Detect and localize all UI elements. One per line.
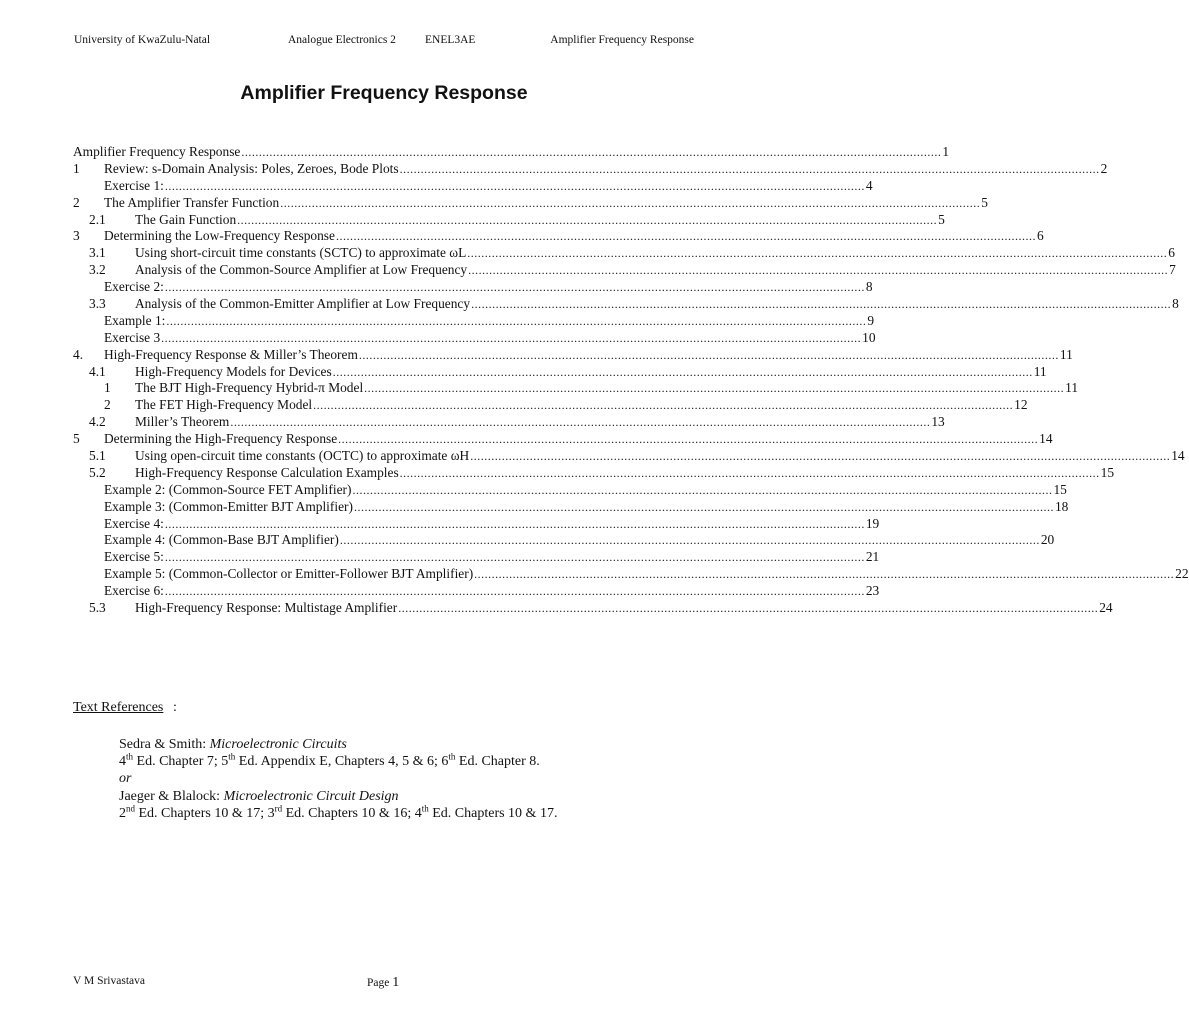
edition-suffix: th [448, 751, 456, 762]
toc-entry-label: High-Frequency Response Calculation Examples [135, 464, 399, 480]
reference-or [119, 770, 557, 787]
toc-entry-number: 3.2 [89, 262, 106, 278]
edition-text: Ed. Chapters 10 & 17. [428, 805, 558, 821]
page-header [74, 34, 694, 50]
toc-entry-label: Exercise 1: [104, 177, 164, 193]
toc-entry-number: 5.3 [89, 600, 106, 616]
toc-leader-dots: ........................................................................................................................................................................................................ [164, 550, 865, 565]
toc-entry-page: 11 [1065, 380, 1079, 396]
edition-number: 4 [414, 805, 422, 821]
toc-entry-page: 1 [942, 144, 950, 159]
toc-entry-page: 23 [865, 583, 880, 599]
toc-entry-number: 4.1 [89, 363, 106, 379]
toc-entry-label: Using short-circuit time constants (SCTC) to approximate ωL [135, 245, 467, 261]
toc-leader-dots: ........................................................................................................................................................................................................ [332, 364, 1033, 379]
toc-entry-page: 20 [1040, 532, 1055, 548]
toc-entry-label: Review: s-Domain Analysis: Poles, Zeroes, Bode Plots [104, 160, 399, 176]
toc-entry-label: Exercise 4: [104, 515, 164, 531]
toc-leader-dots: ........................................................................................................................................................................................................ [470, 449, 1171, 464]
toc-entry-number: 5.2 [89, 464, 106, 480]
toc-leader-dots: ........................................................................................................................................................................................................ [358, 347, 1059, 362]
toc-entry-number: 5.1 [89, 448, 106, 464]
toc-entry-label: Example 2: (Common-Source FET Amplifier) [104, 481, 352, 497]
toc-entry-label: Determining the Low-Frequency Response [104, 228, 335, 244]
toc-entry[interactable] [73, 600, 1113, 617]
toc-entry-page: 14 [1171, 448, 1185, 464]
toc-leader-dots: ........................................................................................................................................................................................................ [467, 246, 1168, 261]
edition-text: Ed. Appendix E, Chapters 4, 5 & 6; [235, 754, 442, 770]
toc-entry[interactable] [73, 532, 1055, 549]
edition-text: Ed. Chapter 7; [133, 754, 222, 770]
edition-number: 3 [267, 805, 275, 821]
toc-entry-page: 15 [1100, 464, 1115, 480]
table-of-contents [73, 144, 1189, 617]
toc-entry[interactable] [73, 549, 880, 566]
toc-entry[interactable] [73, 245, 1175, 262]
toc-leader-dots: ........................................................................................................................................................................................................ [352, 482, 1053, 497]
toc-leader-dots: ........................................................................................................................................................................................................ [398, 601, 1099, 616]
toc-entry-label: Using open-circuit time constants (OCTC) to approximate ωH [135, 448, 470, 464]
reference-sedra-editions [119, 753, 557, 770]
toc-leader-dots: ........................................................................................................................................................................................................ [313, 398, 1014, 413]
toc-entry-page: 11 [1059, 346, 1073, 362]
toc-leader-dots: ........................................................................................................................................................................................................ [166, 313, 867, 328]
edition-suffix: th [126, 751, 134, 762]
toc-entry[interactable] [73, 566, 1189, 583]
toc-entry-label: Exercise 2: [104, 279, 164, 295]
footer-author: V M Srivastava [73, 975, 145, 987]
toc-entry-label: Analysis of the Common-Source Amplifier at Low Frequency [135, 262, 468, 278]
toc-entry-page: 24 [1099, 600, 1113, 616]
toc-entry[interactable] [73, 177, 873, 195]
toc-entry-label: Example 5: (Common-Collector or Emitter-Follower BJT Amplifier) [104, 566, 474, 582]
edition-number: 2 [119, 805, 126, 821]
footer-page-number: 1 [392, 975, 400, 990]
toc-entry-label: The FET High-Frequency Model [135, 397, 313, 413]
toc-entry-label: Exercise 3 [104, 329, 161, 345]
toc-leader-dots: ........................................................................................................................................................................................................ [353, 499, 1054, 514]
toc-leader-dots: ........................................................................................................................................................................................................ [335, 229, 1036, 244]
toc-leader-dots: ........................................................................................................................................................................................................ [399, 161, 1100, 176]
toc-entry-page: 7 [1169, 262, 1176, 278]
toc-entry-page: 11 [1033, 363, 1047, 379]
footer-page [367, 975, 399, 991]
toc-entry[interactable] [73, 481, 1067, 499]
toc-leader-dots: ........................................................................................................................................................................................................ [280, 195, 981, 210]
toc-entry[interactable] [73, 160, 1108, 178]
toc-leader-dots: ........................................................................................................................................................................................................ [164, 516, 865, 531]
reference-jaeger [119, 788, 557, 805]
toc-entry-page: 5 [938, 211, 945, 227]
toc-entry[interactable] [73, 414, 945, 431]
toc-entry[interactable] [73, 211, 945, 229]
toc-leader-dots: ........................................................................................................................................................................................................ [338, 432, 1039, 447]
toc-entry[interactable] [73, 312, 875, 330]
toc-entry-number: 3.1 [89, 245, 106, 261]
reference-jaeger-title: Microelectronic Circuit Design [223, 788, 399, 804]
toc-leader-dots: ........................................................................................................................................................................................................ [161, 330, 862, 345]
toc-entry-page: 12 [1014, 397, 1028, 413]
edition-suffix: rd [274, 803, 283, 814]
edition-number: 4 [119, 754, 126, 770]
toc-entry-label: Exercise 5: [104, 549, 164, 565]
toc-entry[interactable] [73, 583, 880, 600]
edition-suffix: nd [126, 803, 135, 814]
toc-entry[interactable] [73, 346, 1073, 364]
toc-entry[interactable] [73, 144, 950, 161]
toc-leader-dots: ........................................................................................................................................................................................................ [339, 533, 1040, 548]
toc-entry-label: Determining the High-Frequency Response [104, 431, 338, 447]
toc-entry-page: 5 [981, 194, 988, 210]
toc-entry[interactable] [73, 431, 1053, 448]
reference-or-text: or [119, 771, 132, 787]
toc-leader-dots: ........................................................................................................................................................................................................ [474, 567, 1175, 582]
toc-entry-label: Example 1: [104, 312, 166, 328]
edition-text: Ed. Chapters 10 & 17; [135, 805, 268, 821]
toc-entry[interactable] [73, 194, 988, 212]
toc-entry[interactable] [73, 448, 1185, 465]
edition-suffix: th [421, 803, 429, 814]
toc-entry-page: 21 [865, 549, 880, 565]
toc-entry-number: 4.2 [89, 414, 106, 430]
toc-entry-label: The Gain Function [135, 211, 237, 227]
toc-entry-label: Analysis of the Common-Emitter Amplifier at Low Frequency [135, 296, 471, 312]
toc-entry[interactable] [73, 397, 1028, 414]
toc-entry-label: Example 3: (Common-Emitter BJT Amplifier) [104, 498, 353, 514]
toc-entry-number: 3 [73, 228, 80, 244]
toc-entry-number: 4. [73, 346, 84, 362]
edition-number: 5 [221, 754, 229, 770]
toc-entry[interactable] [73, 363, 1047, 381]
toc-leader-dots: ........................................................................................................................................................................................................ [471, 297, 1172, 312]
toc-entry-page: 13 [931, 414, 945, 430]
footer-page-label: Page [367, 977, 393, 989]
reference-sedra-title: Microelectronic Circuits [209, 737, 347, 752]
toc-entry-number: 2 [104, 397, 111, 413]
toc-leader-dots: ........................................................................................................................................................................................................ [364, 381, 1065, 396]
toc-leader-dots: ........................................................................................................................................................................................................ [164, 584, 865, 599]
toc-entry[interactable] [73, 464, 1115, 482]
toc-entry-label: High-Frequency Response & Miller’s Theorem [104, 346, 358, 362]
toc-entry-number: 1 [104, 380, 111, 396]
toc-entry-label: Miller’s Theorem [135, 414, 230, 430]
toc-entry-number: 1 [73, 160, 80, 176]
document-title: Amplifier Frequency Response [240, 82, 528, 104]
toc-entry-number: 3.3 [89, 296, 106, 312]
toc-entry-label: The Amplifier Transfer Function [104, 194, 280, 210]
toc-leader-dots: ........................................................................................................................................................................................................ [241, 145, 942, 159]
toc-entry-page: 22 [1175, 566, 1189, 582]
toc-entry-page: 19 [865, 515, 880, 531]
toc-entry-number: 5 [73, 431, 80, 447]
toc-entry-page: 18 [1054, 498, 1069, 514]
toc-entry-page: 4 [865, 177, 873, 193]
toc-entry-page: 6 [1168, 245, 1175, 261]
toc-entry-page: 8 [865, 279, 873, 295]
toc-entry-number: 2.1 [89, 211, 106, 227]
references-heading: Text References [73, 700, 164, 715]
edition-number: 6 [441, 754, 449, 770]
toc-entry-number: 2 [73, 194, 80, 210]
toc-entry-label: High-Frequency Response: Multistage Amplifier [135, 600, 398, 616]
header-course: Analogue Electronics 2 [288, 34, 396, 46]
references-list [119, 736, 557, 822]
toc-entry[interactable] [73, 380, 1079, 397]
header-code: ENEL3AE [425, 34, 476, 46]
toc-entry-label: Exercise 6: [104, 583, 164, 599]
edition-text: Ed. Chapters 10 & 16; [282, 805, 415, 821]
toc-entry-label: The BJT High-Frequency Hybrid-π Model [135, 380, 364, 396]
edition-text: Ed. Chapter 8. [455, 754, 540, 770]
toc-entry[interactable] [73, 296, 1179, 313]
toc-leader-dots: ........................................................................................................................................................................................................ [468, 263, 1169, 278]
toc-entry-page: 2 [1100, 160, 1108, 176]
reference-jaeger-author: Jaeger & Blalock: [119, 788, 224, 804]
toc-leader-dots: ........................................................................................................................................................................................................ [399, 465, 1100, 480]
toc-leader-dots: ........................................................................................................................................................................................................ [230, 415, 931, 430]
toc-entry[interactable] [73, 279, 873, 296]
toc-entry-label: Amplifier Frequency Response [73, 144, 241, 159]
reference-sedra [119, 736, 557, 753]
toc-entry-page: 10 [862, 329, 876, 345]
toc-entry[interactable] [73, 329, 876, 347]
toc-entry-label: Example 4: (Common-Base BJT Amplifier) [104, 532, 339, 548]
toc-entry[interactable] [73, 498, 1069, 516]
toc-entry[interactable] [73, 262, 1176, 279]
references-heading-colon: : [173, 700, 177, 715]
toc-leader-dots: ........................................................................................................................................................................................................ [164, 280, 865, 295]
reference-sedra-author: Sedra & Smith: [119, 737, 210, 752]
header-topic: Amplifier Frequency Response [550, 34, 694, 46]
toc-entry-page: 14 [1039, 431, 1053, 447]
reference-jaeger-editions [119, 805, 557, 822]
toc-entry[interactable] [73, 515, 880, 533]
toc-entry-page: 9 [867, 312, 875, 328]
toc-entry-label: High-Frequency Models for Devices [135, 363, 332, 379]
toc-leader-dots: ........................................................................................................................................................................................................ [237, 212, 938, 227]
toc-entry[interactable] [73, 228, 1044, 245]
header-university: University of KwaZulu-Natal [74, 34, 211, 46]
edition-suffix: th [228, 751, 236, 762]
toc-entry-page: 15 [1053, 481, 1067, 497]
toc-entry-page: 8 [1172, 296, 1179, 312]
toc-leader-dots: ........................................................................................................................................................................................................ [164, 178, 865, 193]
toc-entry-page: 6 [1036, 228, 1044, 244]
